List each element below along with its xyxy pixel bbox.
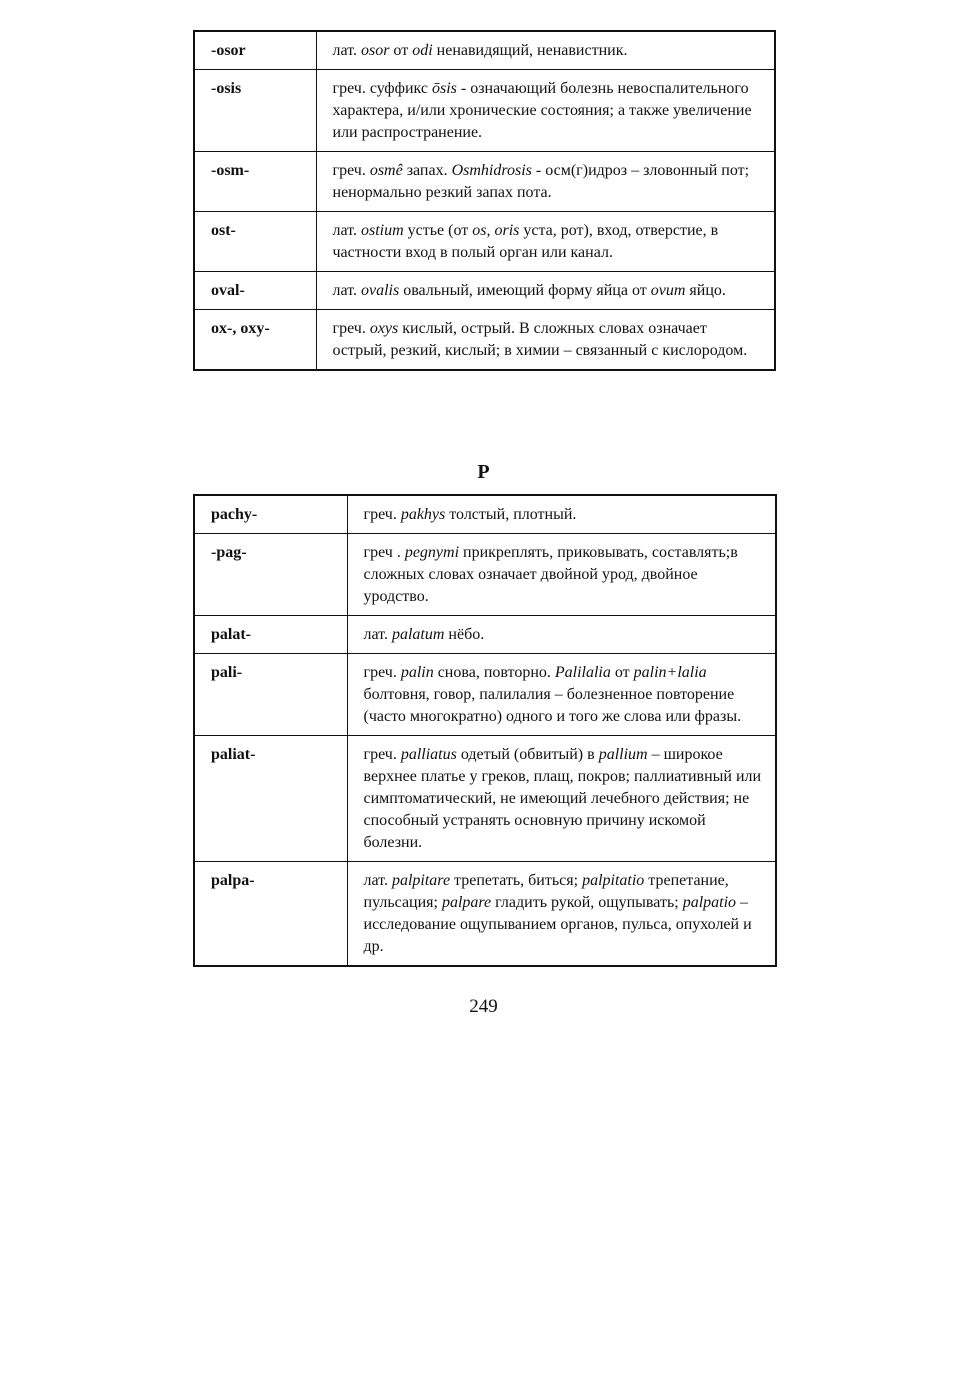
definition-italic-segment: odi (412, 42, 433, 59)
entry-term: -pag- (194, 534, 347, 616)
definition-segment: лат. (332, 222, 361, 239)
table-row (194, 212, 775, 272)
entry-term: ost- (194, 212, 316, 272)
definition-segment: лат. (332, 42, 361, 59)
table-row (194, 70, 775, 152)
table-row (194, 616, 776, 654)
entry-term: pachy- (194, 495, 347, 534)
definition-italic-segment: Palilalia (554, 664, 611, 681)
table-o-body (194, 31, 775, 370)
definition-segment: гладить рукой, ощупывать; (491, 894, 683, 911)
definition-segment: лат. (363, 872, 392, 889)
entry-definition (347, 736, 776, 862)
definition-segment: прикреплять, приковывать, составлять;в сложных словах означает двойной урод, двойное уродство. (363, 544, 738, 605)
definition-italic-segment: palpitare (391, 872, 451, 889)
definition-segment: лат. (332, 282, 361, 299)
definition-segment: - осм(г)идроз – зловонный пот; ненормально резкий запах пота. (332, 162, 750, 201)
definition-italic-segment: palpatio (682, 894, 737, 911)
entry-definition (316, 70, 775, 152)
definition-segment: греч . (363, 544, 405, 561)
definition-segment: лат. (363, 626, 392, 643)
definition-segment: нёбо. (444, 626, 485, 643)
definition-segment: уста, рот), вход, отверстие, в частности вход в полый орган или канал. (332, 222, 719, 261)
definition-segment: греч. суффикс (332, 80, 432, 97)
entry-term: palpa- (194, 862, 347, 967)
definition-italic-segment: pallium (598, 746, 648, 763)
entry-definition (347, 862, 776, 967)
definition-italic-segment: palin (400, 664, 434, 681)
table-row (194, 310, 775, 371)
definition-italic-segment: os, oris (472, 222, 520, 239)
definition-italic-segment: palpitatio (582, 872, 645, 889)
definition-segment: греч. (332, 320, 370, 337)
dictionary-table-o (193, 30, 776, 371)
definition-segment: болтовня, говор, палилалия – болезненное повторение (часто многократно) одного и того же слова или фразы. (363, 686, 742, 725)
entry-term: paliat- (194, 736, 347, 862)
definition-italic-segment: osmê (369, 162, 403, 179)
definition-segment: овальный, имеющий форму яйца от (399, 282, 651, 299)
definition-italic-segment: pegnymi (404, 544, 460, 561)
entry-term: -osor (194, 31, 316, 70)
table-row (194, 736, 776, 862)
table-p-body (194, 495, 776, 966)
definition-segment: греч. (363, 506, 401, 523)
entry-term: ox-, oxy- (194, 310, 316, 371)
definition-segment: греч. (363, 664, 401, 681)
definition-segment: запах. (402, 162, 452, 179)
definition-italic-segment: pakhys (400, 506, 446, 523)
entry-definition (316, 212, 775, 272)
definition-segment: яйцо. (685, 282, 726, 299)
entry-definition (347, 616, 776, 654)
definition-segment: ненавидящий, ненавистник. (432, 42, 628, 59)
definition-italic-segment: palpare (441, 894, 492, 911)
entry-term: palat- (194, 616, 347, 654)
definition-segment: от (610, 664, 634, 681)
table-row (194, 272, 775, 310)
definition-italic-segment: palliatus (400, 746, 457, 763)
entry-definition (316, 272, 775, 310)
entry-term: -osis (194, 70, 316, 152)
definition-italic-segment: ōsis (431, 80, 457, 97)
entry-definition (347, 534, 776, 616)
definition-segment: от (389, 42, 413, 59)
entry-definition (316, 31, 775, 70)
table-row (194, 534, 776, 616)
definition-segment: греч. (332, 162, 370, 179)
table-row (194, 654, 776, 736)
definition-italic-segment: ostium (360, 222, 404, 239)
definition-italic-segment: ovum (650, 282, 686, 299)
definition-segment: одетый (обвитый) в (456, 746, 599, 763)
table-row (194, 862, 776, 967)
table-row (194, 31, 775, 70)
entry-definition (316, 152, 775, 212)
dictionary-table-p (193, 494, 777, 967)
definition-italic-segment: oxys (369, 320, 399, 337)
table-row (194, 152, 775, 212)
definition-italic-segment: Osmhidrosis (451, 162, 532, 179)
entry-term: -osm- (194, 152, 316, 212)
definition-segment: греч. (363, 746, 401, 763)
definition-segment: - означающий болезнь невоспалительного характера, и/или хронические состояния; а также увеличение или распространение. (332, 80, 752, 141)
entry-definition (347, 495, 776, 534)
definition-segment: снова, повторно. (433, 664, 555, 681)
definition-italic-segment: osor (360, 42, 390, 59)
entry-term: oval- (194, 272, 316, 310)
entry-term: pali- (194, 654, 347, 736)
entry-definition (347, 654, 776, 736)
definition-segment: – исследование ощупыванием органов, пульса, опухолей и др. (363, 894, 752, 955)
definition-segment: толстый, плотный. (445, 506, 577, 523)
definition-italic-segment: palatum (391, 626, 445, 643)
section-letter: P (477, 461, 490, 483)
page-number: 249 (469, 996, 498, 1017)
definition-segment: устье (от (403, 222, 473, 239)
definition-italic-segment: ovalis (360, 282, 400, 299)
definition-segment: – широкое верхнее платье у греков, плащ, покров; паллиативный или симптоматический, не имеющий лечебного действия; не способный устранять основную причину искомой болезни. (363, 746, 762, 851)
definition-italic-segment: palin+lalia (633, 664, 707, 681)
definition-segment: трепетать, биться; (450, 872, 583, 889)
table-row (194, 495, 776, 534)
definition-segment: трепетание, пульсация; (363, 872, 729, 911)
definition-segment: кислый, острый. В сложных словах означает острый, резкий, кислый; в химии – связанный с кислородом. (332, 320, 748, 359)
entry-definition (316, 310, 775, 371)
